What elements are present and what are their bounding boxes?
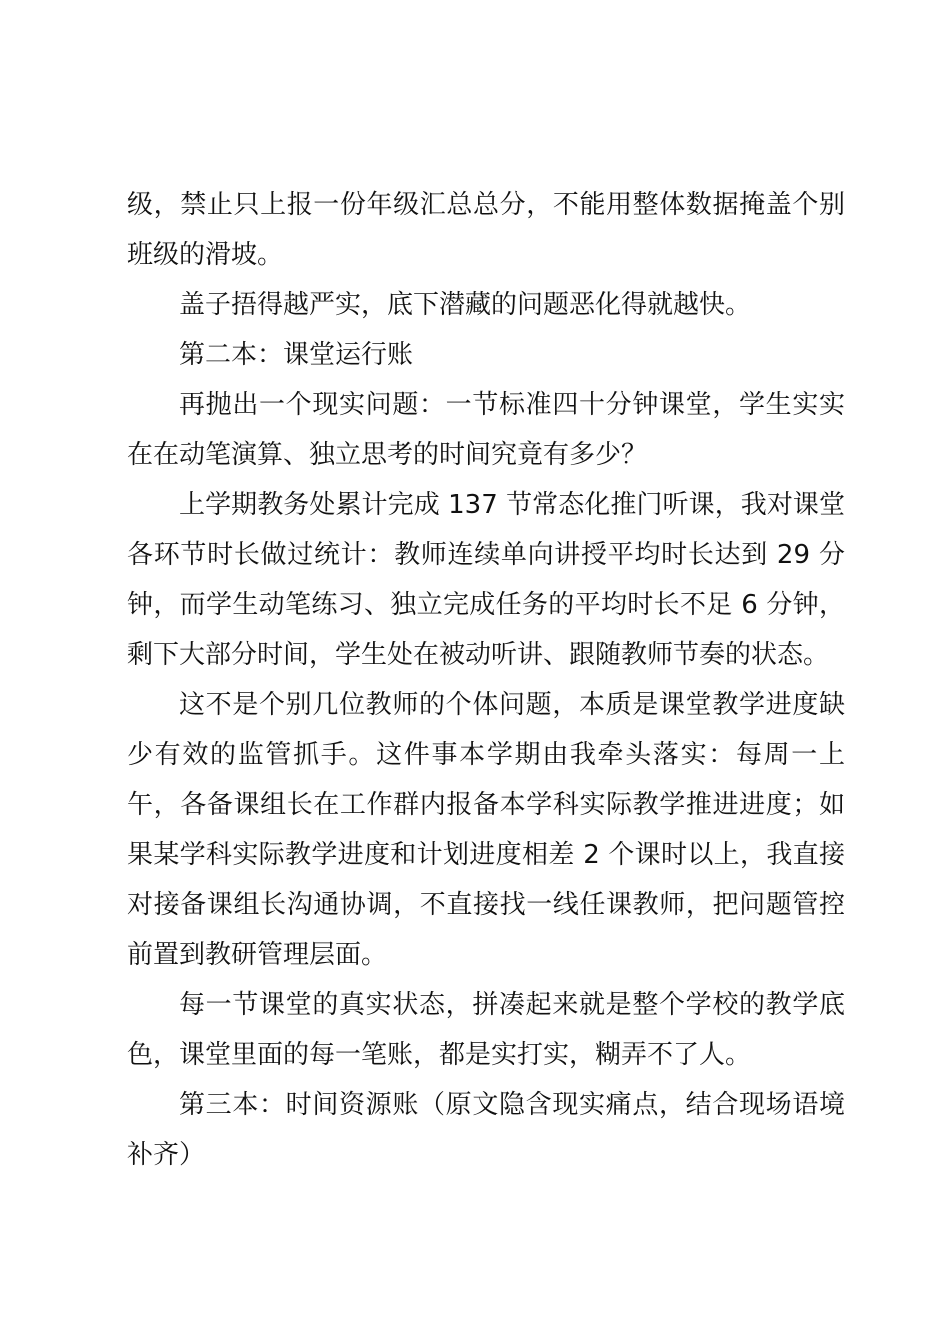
paragraph-1: 级，禁止只上报一份年级汇总总分，不能用整体数据掩盖个别班级的滑坡。 [127, 190, 845, 270]
section-heading-2: 第二本：课堂运行账 [179, 340, 414, 370]
section-heading-3: 第三本：时间资源账（原文隐含现实痛点，结合现场语境补齐） [127, 1090, 845, 1170]
paragraph-2: 盖子捂得越严实，底下潜藏的问题恶化得就越快。 [179, 290, 752, 320]
body-text [127, 180, 845, 1180]
paragraph-4: 上学期教务处累计完成 137 节常态化推门听课，我对课堂各环节时长做过统计：教师连续单向讲授平均时长达到 29 分钟，而学生动笔练习、独立完成任务的平均时长不足 6 分钟，剩下大部分时间，学生处在被动听讲、跟随教师节奏的状态。 [127, 490, 845, 670]
paragraph-3: 再抛出一个现实问题：一节标准四十分钟课堂，学生实实在在动笔演算、独立思考的时间究竟有多少？ [127, 390, 845, 470]
paragraph-6: 每一节课堂的真实状态，拼凑起来就是整个学校的教学底色，课堂里面的每一笔账，都是实打实，糊弄不了人。 [127, 990, 845, 1070]
paragraph-5: 这不是个别几位教师的个体问题，本质是课堂教学进度缺少有效的监管抓手。这件事本学期由我牵头落实：每周一上午，各备课组长在工作群内报备本学科实际教学推进进度；如果某学科实际教学进度和计划进度相差 2 个课时以上，我直接对接备课组长沟通协调，不直接找一线任课教师，把问题管控前置到教研管理层面。 [127, 690, 845, 970]
